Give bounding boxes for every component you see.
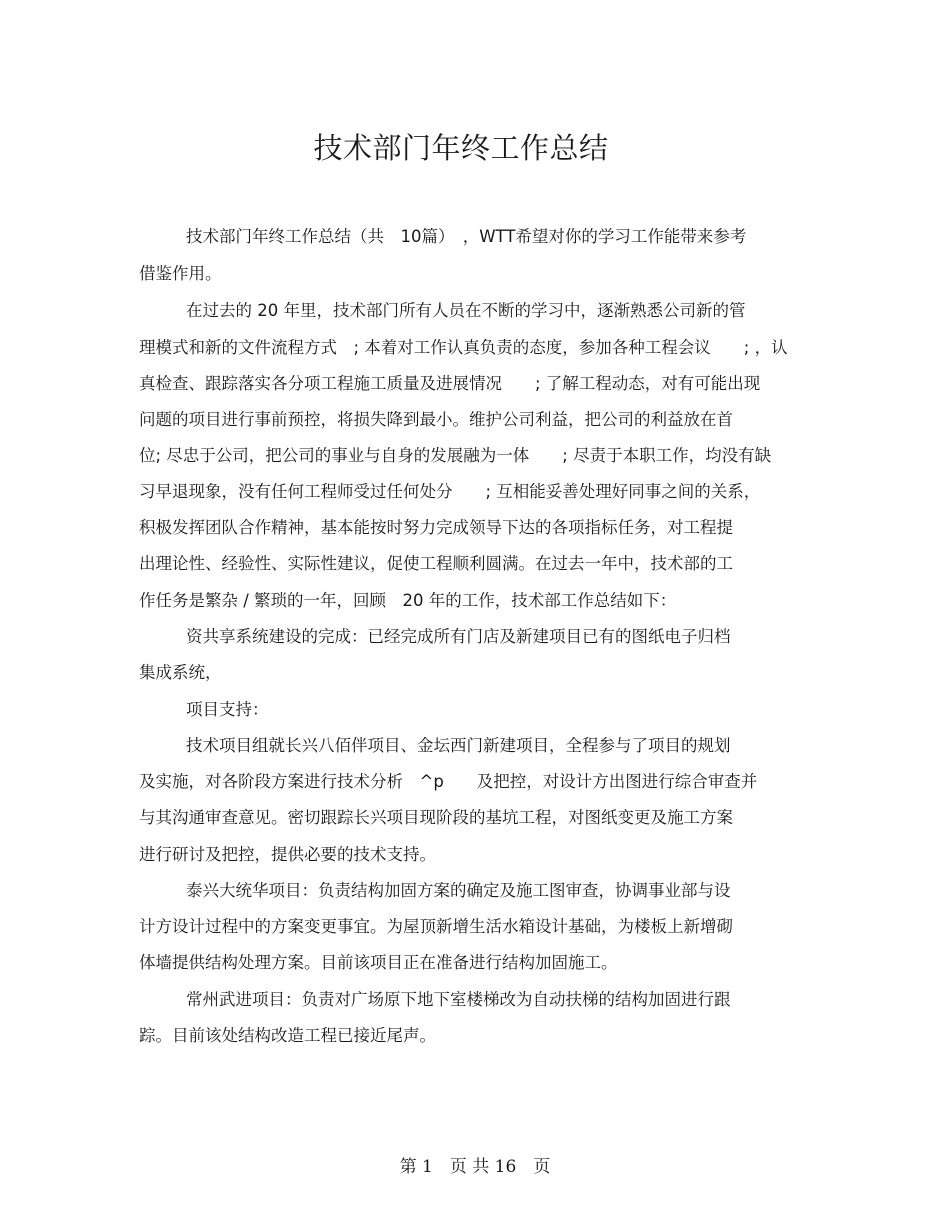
paragraph-line: 泰兴大统华项目：负责结构加固方案的确定及施工图审查，协调事业部与设	[186, 881, 731, 900]
paragraph-line: 计方设计过程中的方案变更事宜。为屋顶新增生活水箱设计基础，为楼板上新增砌	[139, 917, 733, 936]
paragraph-line: 技术部门年终工作总结（共 10篇） ，WTT希望对你的学习工作能带来参考	[186, 227, 747, 246]
paragraph-line: 进行研讨及把控，提供必要的技术支持。	[139, 845, 436, 864]
paragraph-line: 习早退现象，没有任何工程师受过任何处分 ; 互相能妥善处理好同事之间的关系，	[139, 482, 761, 501]
paragraph-line: 积极发挥团队合作精神，基本能按时努力完成领导下达的各项指标任务，对工程提	[139, 518, 733, 537]
paragraph-line: 借鉴作用。	[139, 264, 222, 283]
paragraph-line: 及实施，对各阶段方案进行技术分析 ^p 及把控，对设计方出图进行综合审查并	[139, 772, 758, 791]
paragraph-line: 理模式和新的文件流程方式 ; 本着对工作认真负责的态度，参加各种工程会议 ; ，认	[139, 338, 788, 357]
page-number: 第 1 页 共 16 页	[399, 1157, 551, 1177]
paragraph-line: 体墙提供结构处理方案。目前该项目正在准备进行结构加固施工。	[139, 953, 618, 972]
paragraph-line: 出理论性、经验性、实际性建议，促使工程顺利圆满。在过去一年中，技术部的工	[139, 554, 733, 573]
section-heading: 项目支持：	[186, 700, 269, 719]
paragraph-line: 集成系统，	[139, 663, 222, 682]
paragraph-line: 技术项目组就长兴八佰伴项目、金坛西门新建项目，全程参与了项目的规划	[186, 736, 731, 755]
paragraph-line: 踪。目前该处结构改造工程已接近尾声。	[139, 1026, 436, 1045]
paragraph-line: 问题的项目进行事前预控，将损失降到最小。维护公司利益，把公司的利益放在首	[139, 410, 733, 429]
paragraph-line: 在过去的 20 年里，技术部门所有人员在不断的学习中，逐渐熟悉公司新的管	[186, 301, 746, 320]
paragraph-line: 与其沟通审查意见。密切跟踪长兴项目现阶段的基坑工程，对图纸变更及施工方案	[139, 808, 733, 827]
document-title: 技术部门年终工作总结	[313, 131, 609, 165]
paragraph-line: 作任务是繁杂 / 繁琐的一年，回顾 20 年的工作，技术部工作总结如下：	[139, 591, 677, 610]
paragraph-line: 资共享系统建设的完成：已经完成所有门店及新建项目已有的图纸电子归档	[186, 627, 731, 646]
paragraph-line: 常州武进项目：负责对广场原下地下室楼梯改为自动扶梯的结构加固进行跟	[186, 990, 731, 1009]
paragraph-line: 位; 尽忠于公司，把公司的事业与自身的发展融为一体 ; 尽责于本职工作，均没有缺	[139, 446, 772, 465]
paragraph-line: 真检查、跟踪落实各分项工程施工质量及进展情况 ; 了解工程动态，对有可能出现	[139, 374, 761, 393]
